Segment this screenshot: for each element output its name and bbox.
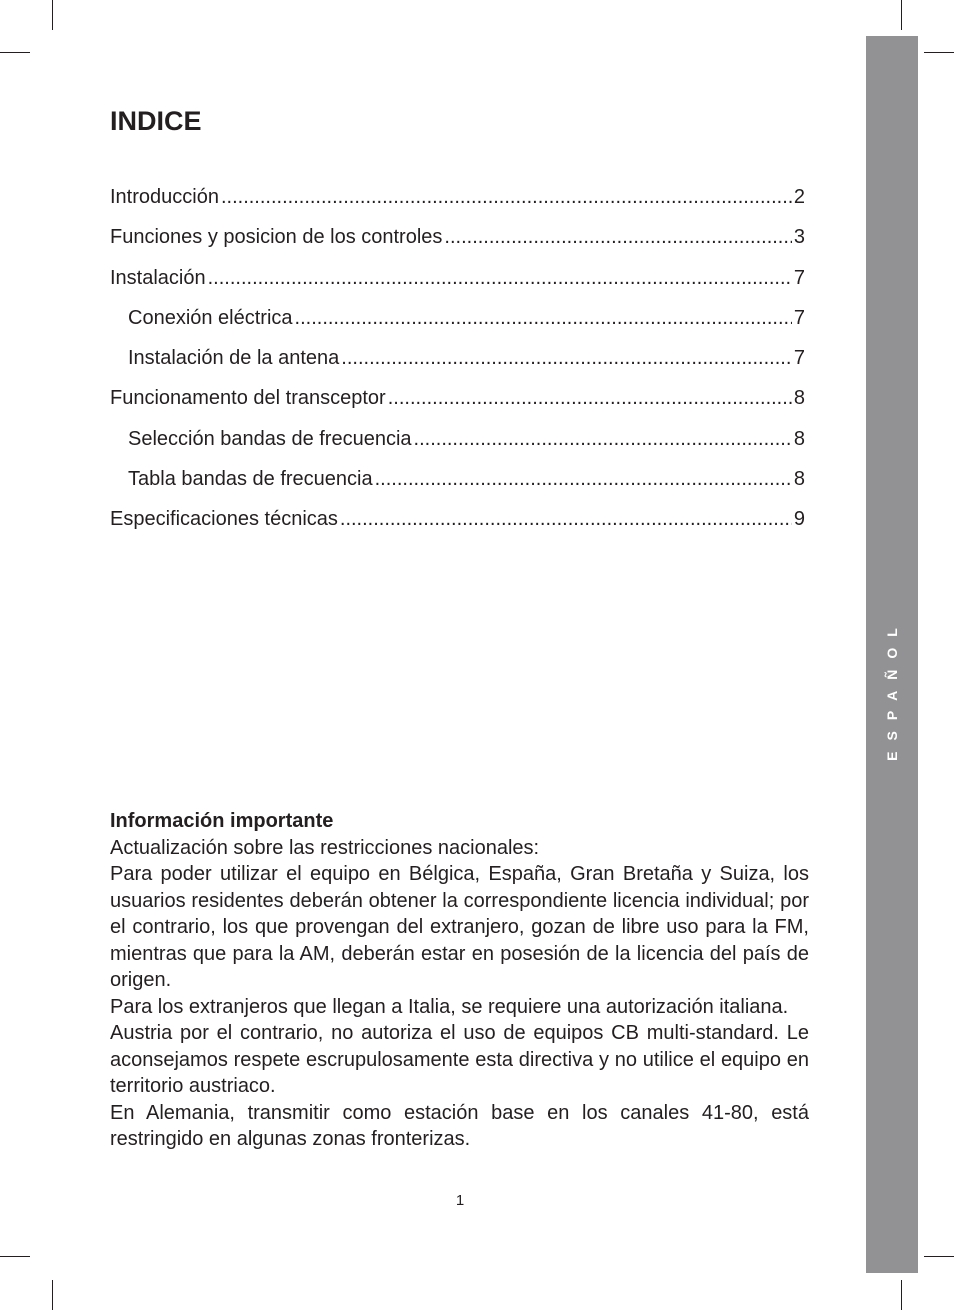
- crop-mark: [901, 0, 902, 30]
- language-tab: [866, 36, 918, 1273]
- toc-entry-label: Tabla bandas de frecuencia: [128, 468, 373, 491]
- toc-entry-page: 8: [793, 427, 805, 450]
- toc-entry[interactable]: [110, 383, 805, 423]
- toc-dot-leader: [388, 383, 792, 413]
- toc-entry[interactable]: [110, 303, 805, 343]
- notice-paragraph: En Alemania, transmitir como estación base en los canales 41-80, está restringido en algunas zonas fronterizas.: [110, 1101, 809, 1150]
- toc-entry-page: 2: [793, 186, 805, 208]
- toc-entry-label: Conexión eléctrica: [128, 306, 293, 329]
- crop-mark: [0, 52, 30, 53]
- toc-entry-page: 7: [793, 266, 805, 289]
- toc-entry[interactable]: [110, 464, 805, 504]
- language-tab-label: ESPAÑOL: [884, 617, 900, 761]
- crop-mark: [924, 52, 954, 53]
- crop-mark: [901, 1280, 902, 1310]
- page-title: INDICE: [110, 106, 202, 136]
- toc-entry-page: 8: [793, 387, 805, 410]
- toc-entry-page: 9: [793, 508, 805, 531]
- notice-heading: Información importante: [110, 810, 334, 832]
- crop-mark: [52, 0, 53, 30]
- toc-entry[interactable]: [110, 424, 805, 464]
- notice-paragraph: Para los extranjeros que llegan a Italia, se requiere una autorización italiana.: [110, 995, 789, 1018]
- toc-entry-label: Funciones y posicion de los controles: [110, 226, 443, 249]
- toc-dot-leader: [414, 424, 792, 454]
- toc-dot-leader: [208, 263, 792, 293]
- toc-dot-leader: [340, 504, 792, 534]
- page-number: 1: [455, 1192, 465, 1209]
- toc-entry-label: Instalación: [110, 266, 206, 289]
- toc-entry-label: Instalación de la antena: [128, 347, 340, 370]
- toc-dot-leader: [295, 303, 792, 333]
- toc-entry-label: Introducción: [110, 186, 219, 208]
- notice-paragraph: Para poder utilizar el equipo en Bélgica, España, Gran Bretaña y Suiza, los usuarios residentes deberán obtener la correspondiente licencia individual; por el contrario, los que provengan del extranjero, gozan de libre uso para la FM, mientras que para la AM, deberán estar en posesión de la licencia del país de origen.: [110, 863, 809, 991]
- toc-entry[interactable]: [110, 222, 805, 262]
- toc-entry-page: 3: [793, 226, 805, 249]
- toc-dot-leader: [221, 182, 792, 212]
- crop-mark: [0, 1256, 30, 1257]
- toc-entry[interactable]: [110, 182, 805, 222]
- toc-entry-page: 7: [793, 347, 805, 370]
- table-of-contents: [110, 182, 805, 545]
- important-notice: [110, 808, 809, 1153]
- toc-entry-label: Funcionamento del transceptor: [110, 387, 386, 410]
- toc-dot-leader: [444, 222, 791, 252]
- crop-mark: [924, 1256, 954, 1257]
- toc-entry-label: Selección bandas de frecuencia: [128, 427, 412, 450]
- notice-paragraph: Austria por el contrario, no autoriza el uso de equipos CB multi-standard. Le aconsejamos respete escrupulosamente esta directiva y no utilice el equipo en territorio austriaco.: [110, 1022, 809, 1097]
- toc-entry-page: 8: [793, 468, 805, 491]
- toc-entry[interactable]: [110, 504, 805, 544]
- toc-entry[interactable]: [110, 343, 805, 383]
- toc-entry-label: Especificaciones técnicas: [110, 508, 338, 531]
- crop-mark: [52, 1280, 53, 1310]
- toc-entry-page: 7: [793, 306, 805, 329]
- toc-dot-leader: [341, 343, 792, 373]
- toc-dot-leader: [375, 464, 792, 494]
- toc-entry[interactable]: [110, 263, 805, 303]
- notice-paragraph: Actualización sobre las restricciones nacionales:: [110, 836, 540, 859]
